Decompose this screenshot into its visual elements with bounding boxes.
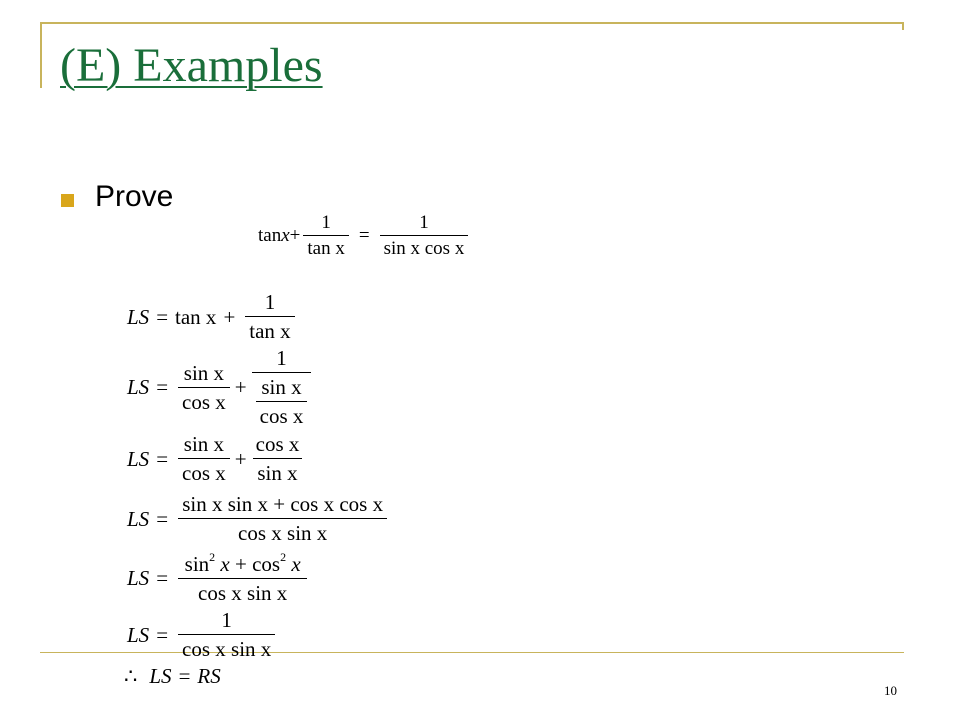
frame-top-line: [40, 22, 904, 24]
fraction: $\frac{\text{sin x}}{\text{cos x}}$: [178, 361, 230, 415]
step-4: LS = $\frac{\text{sin x sin x + cos x cos x}}{\text{cos x sin x}}$: [127, 492, 390, 546]
compound-fraction: $\frac{1}{\frac{\text{sin x}}{\text{cos x}}}$: [252, 346, 312, 429]
frame-left-line: [40, 22, 42, 88]
slide-title: (E) Examples: [60, 39, 323, 92]
step-1: LS = tan x + $\frac{1}{\text{tan x}}$: [127, 290, 298, 344]
bullet-text: Prove: [95, 180, 174, 213]
fraction: $\frac{1}{\text{cos x sin x}}$: [178, 608, 275, 662]
plus-sign: +: [289, 225, 301, 246]
tan-text: tan: [258, 225, 282, 246]
fraction: $\frac{1}{\text{tan x}}$: [245, 290, 294, 344]
fraction: $\frac{\sin^2 x + \cos^2 x}{\text{cos x sin x}}$: [178, 550, 307, 606]
inner-fraction: $\frac{\text{sin x}}{\text{cos x}}$: [256, 375, 308, 429]
var-x: x: [281, 225, 290, 246]
equals-sign: =: [358, 225, 370, 246]
step-2: LS = $\frac{\text{sin x}}{\text{cos x}}$ + $\frac{1}{\frac{\text{sin x}}{\text{cos x}}}$: [127, 346, 314, 429]
bullet-square-icon: [61, 194, 74, 207]
step-5: LS = $\frac{\sin^2 x + \cos^2 x}{\text{cos x sin x}}$: [127, 550, 310, 606]
therefore-symbol: ∴: [124, 664, 138, 688]
fraction: $\frac{\text{sin x sin x + cos x cos x}}{\text{cos x sin x}}$: [178, 492, 387, 546]
fraction: $\frac{\text{sin x}}{\text{cos x}}$: [178, 432, 230, 486]
step-6: LS = $\frac{1}{\text{cos x sin x}}$: [127, 608, 278, 662]
frame-right-line: [902, 22, 904, 30]
fraction-one-over-sin-cos: $\frac{1}{\text{sin x cos x}}$: [380, 212, 469, 260]
conclusion: ∴ LS = RS: [124, 664, 221, 688]
page-number: 10: [884, 683, 897, 698]
ls-label: LS: [127, 304, 150, 329]
fraction: $\frac{\text{cos x}}{\text{sin x}}$: [252, 432, 304, 486]
fraction-one-over-tan: $\frac{1}{\text{tan x}}$: [303, 212, 348, 260]
identity-equation: [258, 212, 471, 260]
step-3: LS = $\frac{\text{sin x}}{\text{cos x}}$ + $\frac{\text{cos x}}{\text{sin x}}$: [127, 432, 306, 486]
